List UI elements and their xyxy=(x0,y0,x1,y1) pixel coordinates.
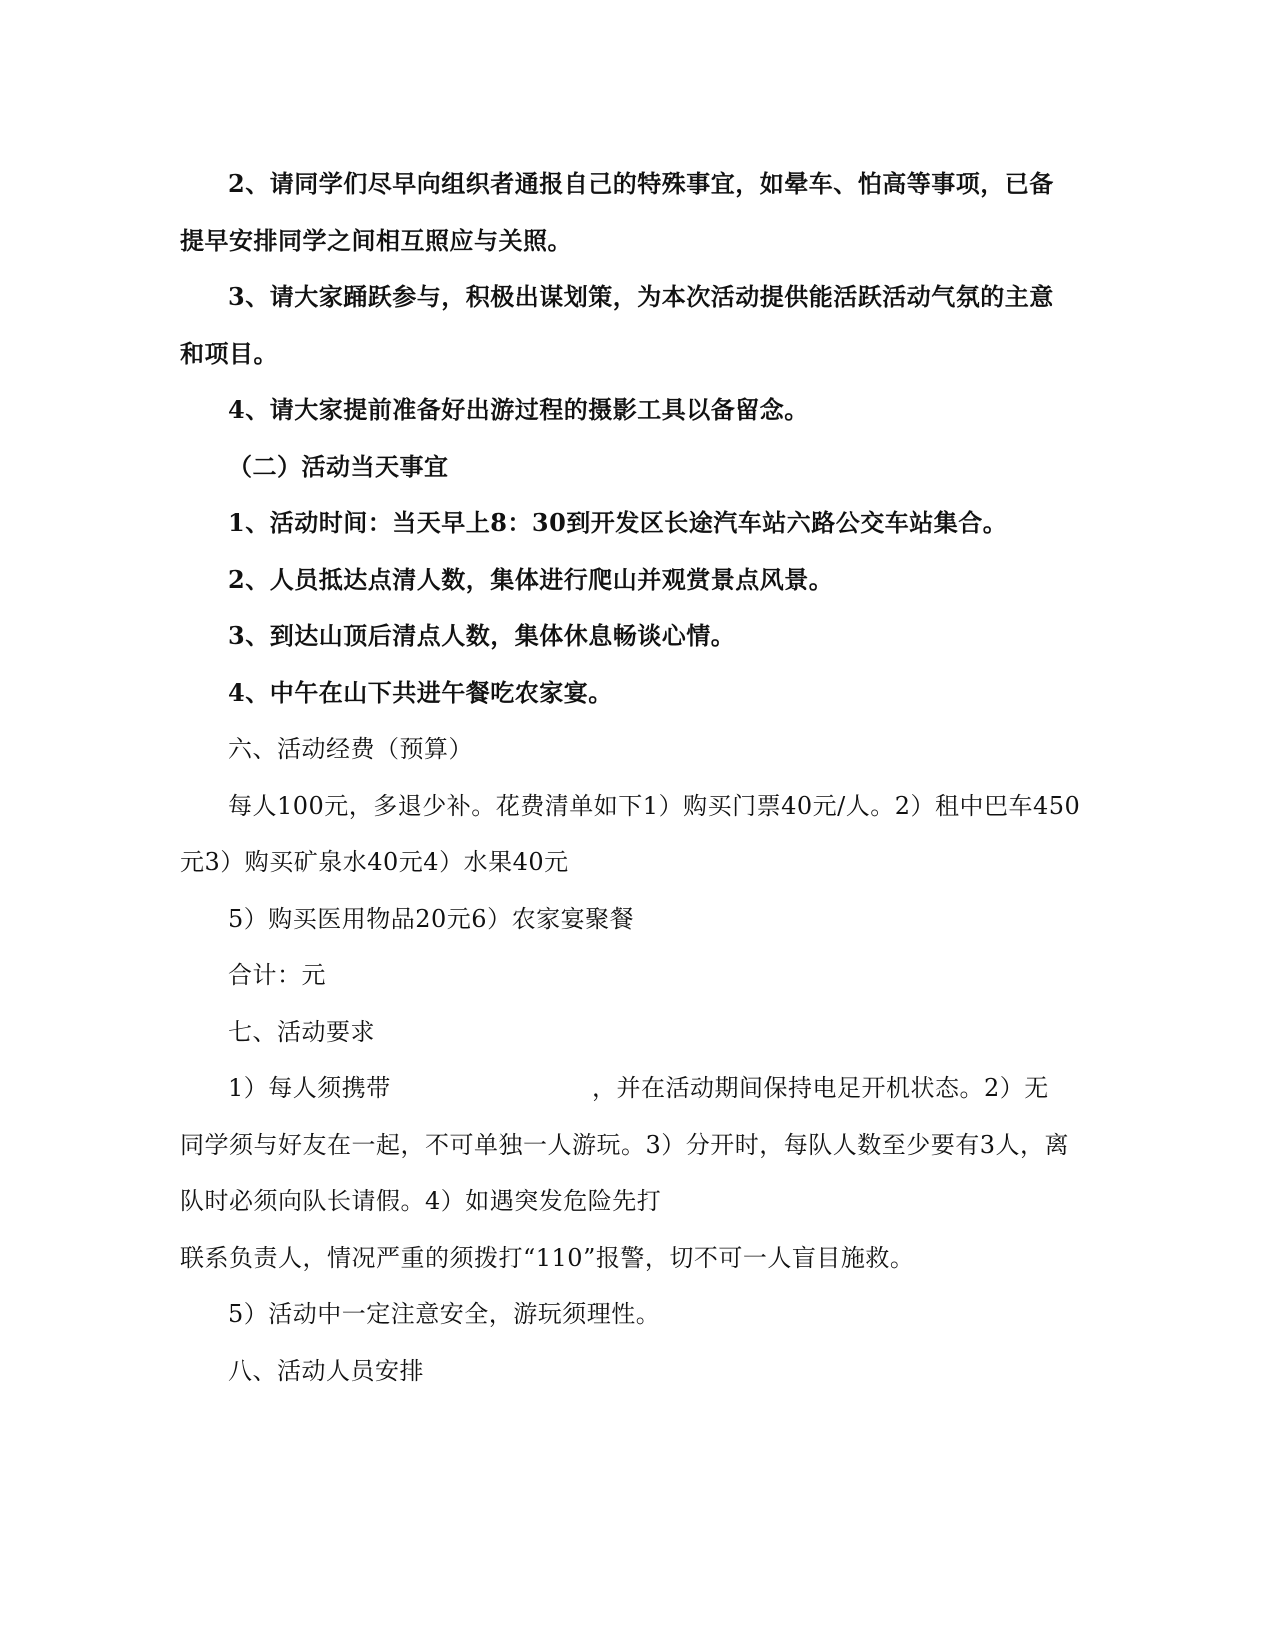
paragraph-line: 提早安排同学之间相互照应与关照。 xyxy=(180,226,572,255)
section-heading: 七、活动要求 xyxy=(228,1018,375,1046)
paragraph-line: 每人100元，多退少补。花费清单如下1）购买门票40元/人。2）租中巴车450 xyxy=(228,792,1081,820)
section-heading: （二）活动当天事宜 xyxy=(228,452,449,481)
paragraph-line: 和项目。 xyxy=(180,339,278,368)
paragraph-line: ，并在活动期间保持电足开机状态。2）无 xyxy=(592,1074,1049,1102)
paragraph-line: 5）活动中一定注意安全，游玩须理性。 xyxy=(228,1300,661,1328)
paragraph-line: 2、请同学们尽早向组织者通报自己的特殊事宜，如晕车、怕高等事项，已备 xyxy=(228,169,1054,198)
paragraph-line: 联系负责人，情况严重的须拨打“110”报警，切不可一人盲目施救。 xyxy=(180,1244,915,1272)
paragraph-line: 元3）购买矿泉水40元4）水果40元 xyxy=(180,848,569,876)
paragraph-line: 4、请大家提前准备好出游过程的摄影工具以备留念。 xyxy=(228,395,809,424)
paragraph-line: 3、请大家踊跃参与，积极出谋划策，为本次活动提供能活跃活动气氛的主意 xyxy=(228,282,1054,311)
section-heading: 六、活动经费（预算） xyxy=(228,735,473,763)
paragraph-line: 1）每人须携带 xyxy=(228,1074,391,1102)
paragraph-line: 2、人员抵达点清人数，集体进行爬山并观赏景点风景。 xyxy=(228,565,834,594)
paragraph-line: 合计：元 xyxy=(228,961,326,989)
paragraph-line: 4、中午在山下共进午餐吃农家宴。 xyxy=(228,678,613,707)
paragraph-line: 1、活动时间：当天早上8：30到开发区长途汽车站六路公交车站集合。 xyxy=(228,508,1008,537)
paragraph-line: 3、到达山顶后清点人数，集体休息畅谈心情。 xyxy=(228,621,736,650)
paragraph-line: 同学须与好友在一起，不可单独一人游玩。3）分开时，每队人数至少要有3人，离 xyxy=(180,1131,1070,1159)
paragraph-line: 5）购买医用物品20元6）农家宴聚餐 xyxy=(228,905,635,933)
section-heading: 八、活动人员安排 xyxy=(228,1357,424,1385)
paragraph-line: 队时必须向队长请假。4）如遇突发危险先打 xyxy=(180,1187,662,1215)
